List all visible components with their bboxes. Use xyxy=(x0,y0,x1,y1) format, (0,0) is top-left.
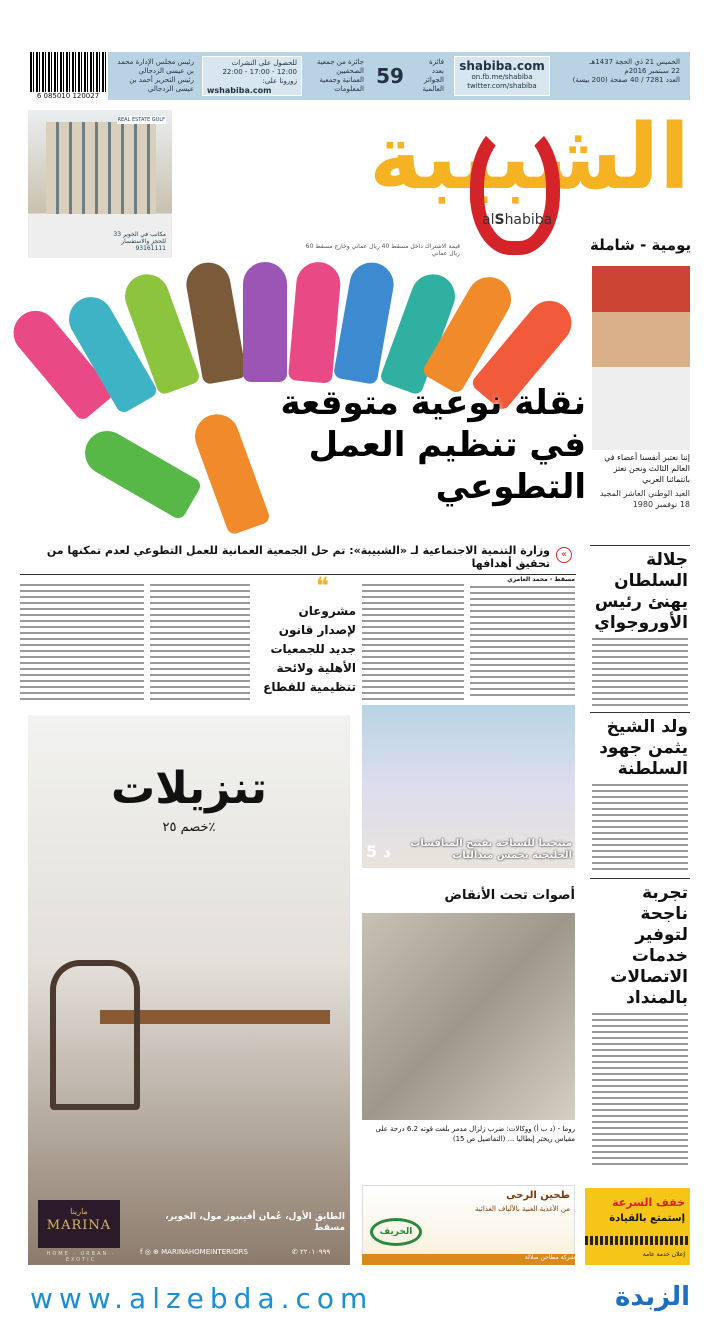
real-estate-ad[interactable] xyxy=(28,110,172,258)
alzebda-logo: الزبدة xyxy=(615,1282,690,1312)
award-left: جائزة من جمعية الصحفيين العمانية وجمعية المعلومات xyxy=(316,58,364,93)
logo-english: alShabiba xyxy=(482,212,553,228)
wifi-text: للحصول على النشرات 12:00 - 17:00 - 22:00 زورونا على: xyxy=(222,59,297,85)
masthead-logo: الشبيبة xyxy=(368,108,690,208)
ad-title: تنزيلات xyxy=(111,763,267,814)
ruins-headline[interactable]: أصوات تحت الأنقاض xyxy=(444,888,575,903)
wifi-box xyxy=(202,56,302,96)
double-chevron-icon: « xyxy=(556,547,572,563)
ad-title: طحين الرحى xyxy=(506,1190,570,1201)
subscription-info: قيمة الاشتراك داخل مسقط 40 ريال عماني وخارج مسقط 60 ريال عماني xyxy=(305,243,460,257)
tagline: يومية - شاملة xyxy=(590,236,692,254)
phone-icon: ✆ xyxy=(292,1248,301,1256)
story-headline[interactable]: تجربة ناجحة لتوفير خدمات الاتصالات بالمنداد xyxy=(590,878,690,1013)
sultan-caption-box xyxy=(592,452,690,542)
ad-address: الطابق الأول، عُمان أفينيوز مول، الخوير، مسقط xyxy=(165,1212,345,1233)
sultan-photo xyxy=(592,266,690,450)
lead-headline[interactable]: نقلة نوعية متوقعة في تنظيم العمل التطوعي xyxy=(280,383,586,507)
ad-footer: شركة مطاحن صلالة xyxy=(362,1254,575,1265)
barcode-number: 6 085010 120027 xyxy=(30,92,106,100)
ad-line1: خفف السرعة xyxy=(612,1196,685,1209)
ruins-caption: روما - (د ب أ) ووكالات: ضرب زلزال مدمر بلغت قوته 6.2 درجة على مقياس ريختر إيطاليا ... (التفاصيل ص 15) xyxy=(375,1125,575,1143)
ad-text: مكاتب في الخوير 33 للحجز والاستفسار 93161111 xyxy=(113,231,166,252)
phone-number: ✆ ٢٢٠١٠٩٩٩ xyxy=(292,1248,331,1256)
chair-image xyxy=(50,960,140,1110)
issue-info: الخميس 21 ذي الحجة 1437هـ 22 سبتمبر 2016م العدد 7281 / 40 صفحة (200 بيسة) xyxy=(572,58,680,84)
article-column xyxy=(470,586,575,700)
tire-track-graphic xyxy=(585,1236,690,1245)
social-handle: f ◎ ⊕ MARINAHOMEINTERIORS xyxy=(140,1248,248,1256)
swim-caption[interactable]: منتخبنا للسباحة يفتتح المنافسات الخليجية بخمس ميداليات xyxy=(410,838,572,861)
byline: مسقط - محمد العامري xyxy=(507,576,575,583)
footer-url[interactable]: www.alzebda.com xyxy=(30,1282,374,1315)
article-column xyxy=(150,584,250,700)
top-info-band xyxy=(108,52,690,100)
right-column xyxy=(590,545,690,1170)
marina-logo: مارينا MARINA xyxy=(38,1200,120,1248)
ad-brand: REAL ESTATE GULF xyxy=(117,117,165,123)
lead-subheadline[interactable]: وزارة التنمية الاجتماعية لـ «الشبيبة»: تم حل الجمعية العمانية للعمل التطوعي لعدم تمكنها من تحقيق أهدافها xyxy=(46,544,550,570)
award-right: فائزة بعدد الجوائز العالمية xyxy=(422,58,444,93)
barcode xyxy=(30,52,106,92)
ad-subtitle: من الأغذية الغنية بالألياف الغذائية xyxy=(475,1205,570,1213)
ruins-photo xyxy=(362,913,575,1120)
facebook-link[interactable]: on.fb.me/shabiba xyxy=(471,73,533,81)
wifi-site[interactable]: wshabiba.com xyxy=(207,86,272,95)
ad-footer: إعلان خدمة عامة xyxy=(642,1251,685,1258)
page-reference: 5 د xyxy=(366,842,391,861)
ad-discount: خصم ٢٥٪ xyxy=(162,820,216,835)
lead-pull-quote: مشروعان لإصدار قانون جديد للجمعيات الأهلية ولائحة تنظيمية للقطاع xyxy=(263,604,356,694)
story-body xyxy=(592,1013,688,1166)
article-column xyxy=(20,584,144,700)
web-links xyxy=(454,56,550,96)
facebook-icon: f ◎ ⊕ xyxy=(140,1248,162,1256)
story-body xyxy=(592,638,688,708)
article-column xyxy=(362,584,464,700)
logo-swash xyxy=(470,120,560,255)
marina-tagline: HOME · URBAN · EXOTIC xyxy=(46,1251,116,1263)
site-link[interactable]: shabiba.com xyxy=(459,59,545,73)
editors: رئيس مجلس الإدارة محمد بن عيسى الزدجالي رئيس التحرير أحمد بن عيسى الزدجالي xyxy=(117,58,194,93)
ad-line2: إستمتع بالقيادة xyxy=(609,1213,685,1224)
sultan-caption: إننا نعتبر أنفسنا أعضاء في العالم الثالث ونحن نعتز بانتمائنا العربي xyxy=(604,453,690,484)
sultan-date: العيد الوطني العاشر المجيد 18 نوفمبر 1980 xyxy=(599,489,690,509)
story-body xyxy=(592,784,688,874)
story-headline[interactable]: ولد الشيخ يثمن جهود السلطنة xyxy=(590,712,690,784)
building-image xyxy=(46,122,156,214)
alkhareef-logo: الخريف xyxy=(370,1218,422,1246)
story-headline[interactable]: جلالة السلطان يهنئ رئيس الأوروجواي xyxy=(590,545,690,638)
twitter-link[interactable]: twitter.com/shabiba xyxy=(467,82,537,90)
award-number: 59 xyxy=(376,64,404,88)
quote-icon: ❝ xyxy=(316,572,329,600)
